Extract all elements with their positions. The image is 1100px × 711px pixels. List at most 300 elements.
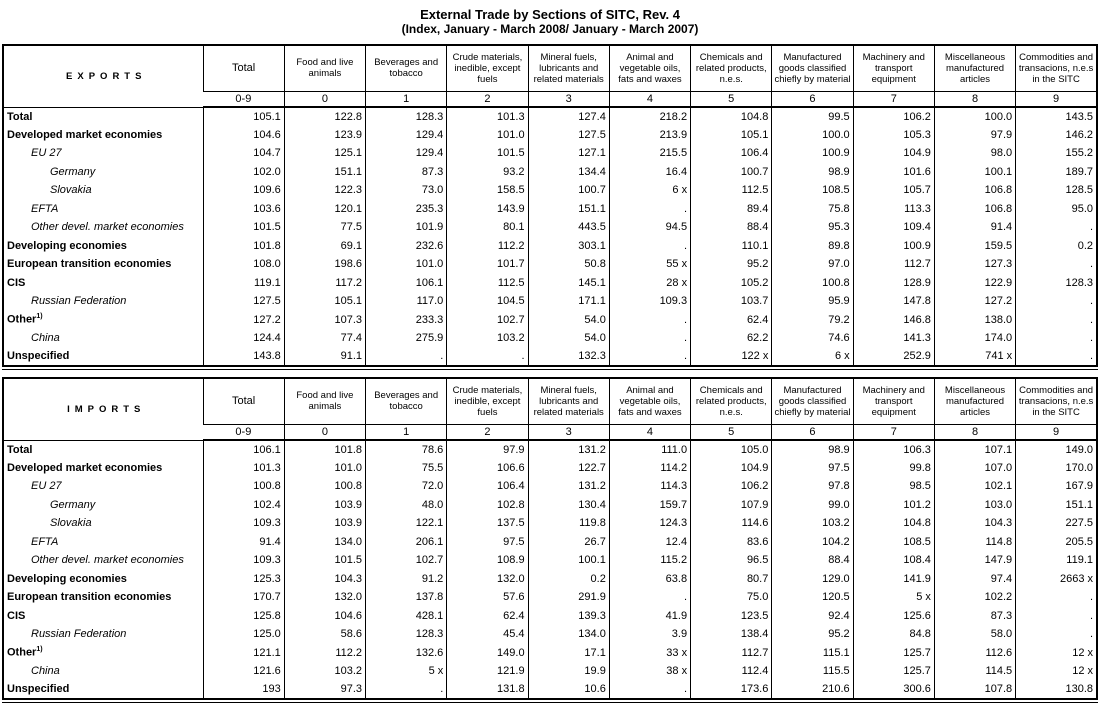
value-cell: 0.2 [1016, 237, 1097, 256]
value-cell: 205.5 [1016, 533, 1097, 552]
exports-table-wrap [2, 44, 1098, 370]
row-label: Russian Federation [31, 295, 127, 308]
value-cell: 210.6 [772, 681, 853, 700]
value-cell: 107.8 [934, 681, 1015, 700]
value-cell: 91.4 [934, 218, 1015, 237]
value-cell: 112.7 [691, 644, 772, 663]
imports-row [3, 533, 1097, 552]
value-cell: 102.1 [934, 477, 1015, 496]
value-cell: 102.7 [366, 551, 447, 570]
value-cell: 104.3 [284, 570, 365, 589]
value-cell: 173.6 [691, 681, 772, 700]
value-cell: 33 x [609, 644, 690, 663]
value-cell: 5 x [853, 588, 934, 607]
value-cell: 96.5 [691, 551, 772, 570]
value-cell: 112.2 [284, 644, 365, 663]
column-code-0: 0 [284, 91, 365, 107]
imports-header-names [3, 378, 1097, 424]
value-cell: 2663 x [1016, 570, 1097, 589]
footnote-marker: 1) [36, 313, 43, 321]
value-cell: . [366, 681, 447, 700]
value-cell: 74.6 [772, 329, 853, 348]
column-header-section-8: Miscellaneous manufactured articles [934, 45, 1015, 91]
value-cell: 119.8 [528, 514, 609, 533]
value-cell: 50.8 [528, 255, 609, 274]
value-cell: 138.4 [691, 625, 772, 644]
column-header-section-5: Chemicals and related products, n.e.s. [691, 45, 772, 91]
exports-row [3, 163, 1097, 182]
value-cell: 99.5 [772, 107, 853, 126]
value-cell: 158.5 [447, 181, 528, 200]
column-code-0: 0 [284, 424, 365, 440]
column-code-8: 8 [934, 424, 1015, 440]
value-cell: 97.5 [772, 459, 853, 478]
imports-row [3, 625, 1097, 644]
value-cell: 105.1 [284, 292, 365, 311]
exports-row [3, 218, 1097, 237]
value-cell: 141.3 [853, 329, 934, 348]
value-cell: 127.5 [203, 292, 284, 311]
value-cell: 75.8 [772, 200, 853, 219]
value-cell: 105.1 [203, 107, 284, 126]
value-cell: 88.4 [772, 551, 853, 570]
value-cell: 193 [203, 681, 284, 700]
imports-row [3, 570, 1097, 589]
value-cell: 151.1 [1016, 496, 1097, 515]
value-cell: . [609, 348, 690, 367]
value-cell: 101.9 [366, 218, 447, 237]
column-header-section-6: Manufactured goods classified chiefly by material [772, 45, 853, 91]
row-label: European transition economies [7, 591, 172, 604]
value-cell: 130.8 [1016, 681, 1097, 700]
value-cell: 106.3 [853, 440, 934, 459]
row-label: Developing economies [7, 572, 127, 585]
row-label: European transition economies [7, 258, 172, 271]
value-cell: 12 x [1016, 662, 1097, 681]
value-cell: 93.2 [447, 163, 528, 182]
column-code-2: 2 [447, 91, 528, 107]
column-header-total: Total [203, 378, 284, 424]
value-cell: 75.5 [366, 459, 447, 478]
value-cell: 122.8 [284, 107, 365, 126]
value-cell: 100.8 [772, 274, 853, 293]
exports-row [3, 107, 1097, 126]
row-label: Other devel. market economies [31, 221, 184, 234]
value-cell: 127.2 [203, 311, 284, 330]
value-cell: 89.4 [691, 200, 772, 219]
value-cell: 106.6 [447, 459, 528, 478]
value-cell: 58.0 [934, 625, 1015, 644]
value-cell: 147.9 [934, 551, 1015, 570]
value-cell: 105.1 [691, 126, 772, 145]
value-cell: 128.5 [1016, 181, 1097, 200]
column-code-3: 3 [528, 424, 609, 440]
value-cell: . [1016, 292, 1097, 311]
value-cell: 75.0 [691, 588, 772, 607]
column-code-1: 1 [366, 424, 447, 440]
value-cell: 112.6 [934, 644, 1015, 663]
value-cell: 26.7 [528, 533, 609, 552]
value-cell: 62.2 [691, 329, 772, 348]
exports-row [3, 348, 1097, 367]
value-cell: 100.9 [772, 144, 853, 163]
column-code-total: 0-9 [203, 91, 284, 107]
value-cell: 87.3 [366, 163, 447, 182]
value-cell: 101.0 [447, 126, 528, 145]
value-cell: 17.1 [528, 644, 609, 663]
exports-row [3, 274, 1097, 293]
row-label: Developing economies [7, 239, 127, 252]
row-label: Total [7, 443, 33, 456]
value-cell: 109.3 [609, 292, 690, 311]
value-cell: 741 x [934, 348, 1015, 367]
value-cell: 3.9 [609, 625, 690, 644]
value-cell: 143.9 [447, 200, 528, 219]
column-code-2: 2 [447, 424, 528, 440]
value-cell: 95.2 [691, 255, 772, 274]
value-cell: 108.4 [853, 551, 934, 570]
value-cell: 129.4 [366, 126, 447, 145]
value-cell: 0.2 [528, 570, 609, 589]
row-label: Russian Federation [31, 628, 127, 641]
value-cell: 103.9 [284, 496, 365, 515]
value-cell: 303.1 [528, 237, 609, 256]
column-code-7: 7 [853, 424, 934, 440]
value-cell: 100.9 [853, 237, 934, 256]
value-cell: 107.1 [934, 440, 1015, 459]
value-cell: 114.2 [609, 459, 690, 478]
value-cell: 91.4 [203, 533, 284, 552]
value-cell: . [609, 200, 690, 219]
value-cell: 19.9 [528, 662, 609, 681]
value-cell: 132.0 [447, 570, 528, 589]
value-cell: 114.5 [934, 662, 1015, 681]
value-cell: 125.0 [203, 625, 284, 644]
value-cell: 149.0 [1016, 440, 1097, 459]
value-cell: 291.9 [528, 588, 609, 607]
value-cell: 227.5 [1016, 514, 1097, 533]
value-cell: 174.0 [934, 329, 1015, 348]
value-cell: 145.1 [528, 274, 609, 293]
value-cell: . [609, 237, 690, 256]
value-cell: 138.0 [934, 311, 1015, 330]
value-cell: 62.4 [447, 607, 528, 626]
value-cell: 171.1 [528, 292, 609, 311]
column-header-section-2: Crude materials, inedible, except fuels [447, 45, 528, 91]
value-cell: 100.8 [203, 477, 284, 496]
value-cell: 101.5 [284, 551, 365, 570]
value-cell: 151.1 [284, 163, 365, 182]
value-cell: 428.1 [366, 607, 447, 626]
value-cell: 127.3 [934, 255, 1015, 274]
value-cell: 10.6 [528, 681, 609, 700]
value-cell: . [1016, 218, 1097, 237]
value-cell: 151.1 [528, 200, 609, 219]
value-cell: 102.0 [203, 163, 284, 182]
column-header-section-4: Animal and vegetable oils, fats and waxes [609, 45, 690, 91]
value-cell: 127.2 [934, 292, 1015, 311]
value-cell: 119.1 [1016, 551, 1097, 570]
column-header-section-3: Mineral fuels, lubricants and related materials [528, 45, 609, 91]
imports-row [3, 477, 1097, 496]
value-cell: 97.9 [934, 126, 1015, 145]
value-cell: 109.4 [853, 218, 934, 237]
row-label: Developed market economies [7, 461, 163, 474]
value-cell: 63.8 [609, 570, 690, 589]
value-cell: 206.1 [366, 533, 447, 552]
exports-row [3, 237, 1097, 256]
value-cell: . [609, 329, 690, 348]
value-cell: 6 x [772, 348, 853, 367]
value-cell: 91.1 [284, 348, 365, 367]
value-cell: 95.0 [1016, 200, 1097, 219]
value-cell: 102.7 [447, 311, 528, 330]
value-cell: 98.0 [934, 144, 1015, 163]
value-cell: 109.3 [203, 551, 284, 570]
value-cell: 127.1 [528, 144, 609, 163]
value-cell: 117.0 [366, 292, 447, 311]
exports-row [3, 292, 1097, 311]
value-cell: 146.2 [1016, 126, 1097, 145]
column-header-section-9: Commodities and transacions, n.e.s in the SITC [1016, 45, 1097, 91]
value-cell: . [1016, 311, 1097, 330]
value-cell: 54.0 [528, 311, 609, 330]
value-cell: 101.7 [447, 255, 528, 274]
imports-table [2, 377, 1098, 700]
imports-row [3, 459, 1097, 478]
value-cell: 127.5 [528, 126, 609, 145]
value-cell: 102.2 [934, 588, 1015, 607]
value-cell: 235.3 [366, 200, 447, 219]
value-cell: 122.9 [934, 274, 1015, 293]
value-cell: 107.9 [691, 496, 772, 515]
value-cell: 88.4 [691, 218, 772, 237]
value-cell: 100.1 [528, 551, 609, 570]
value-cell: 155.2 [1016, 144, 1097, 163]
value-cell: 167.9 [1016, 477, 1097, 496]
value-cell: 108.0 [203, 255, 284, 274]
value-cell: 300.6 [853, 681, 934, 700]
column-code-total: 0-9 [203, 424, 284, 440]
value-cell: 134.4 [528, 163, 609, 182]
value-cell: 83.6 [691, 533, 772, 552]
value-cell: 110.1 [691, 237, 772, 256]
value-cell: 102.4 [203, 496, 284, 515]
value-cell: 128.3 [1016, 274, 1097, 293]
value-cell: 159.7 [609, 496, 690, 515]
column-code-6: 6 [772, 91, 853, 107]
column-header-total: Total [203, 45, 284, 91]
value-cell: 77.5 [284, 218, 365, 237]
value-cell: 105.7 [853, 181, 934, 200]
value-cell: 139.3 [528, 607, 609, 626]
imports-row [3, 551, 1097, 570]
value-cell: 122.3 [284, 181, 365, 200]
value-cell: 87.3 [934, 607, 1015, 626]
value-cell: 121.9 [447, 662, 528, 681]
value-cell: 12 x [1016, 644, 1097, 663]
value-cell: 147.8 [853, 292, 934, 311]
value-cell: 91.2 [366, 570, 447, 589]
column-header-section-6: Manufactured goods classified chiefly by material [772, 378, 853, 424]
value-cell: 104.7 [203, 144, 284, 163]
value-cell: 101.0 [284, 459, 365, 478]
value-cell: 114.8 [934, 533, 1015, 552]
value-cell: 109.6 [203, 181, 284, 200]
value-cell: . [1016, 588, 1097, 607]
value-cell: 125.7 [853, 662, 934, 681]
value-cell: 115.2 [609, 551, 690, 570]
value-cell: 78.6 [366, 440, 447, 459]
value-cell: 104.8 [691, 107, 772, 126]
row-label: China [31, 665, 60, 678]
value-cell: 125.8 [203, 607, 284, 626]
value-cell: 101.8 [284, 440, 365, 459]
value-cell: 104.6 [284, 607, 365, 626]
value-cell: 143.5 [1016, 107, 1097, 126]
value-cell: 101.5 [447, 144, 528, 163]
value-cell: 120.5 [772, 588, 853, 607]
value-cell: 94.5 [609, 218, 690, 237]
value-cell: 252.9 [853, 348, 934, 367]
value-cell: 73.0 [366, 181, 447, 200]
value-cell: 108.9 [447, 551, 528, 570]
value-cell: 119.1 [203, 274, 284, 293]
value-cell: 92.4 [772, 607, 853, 626]
value-cell: 131.2 [528, 477, 609, 496]
row-label: CIS [7, 276, 26, 289]
column-header-section-2: Crude materials, inedible, except fuels [447, 378, 528, 424]
row-label: EFTA [31, 535, 59, 548]
row-label: EFTA [31, 202, 59, 215]
column-header-section-7: Machinery and transport equipment [853, 378, 934, 424]
value-cell: 97.4 [934, 570, 1015, 589]
imports-row [3, 607, 1097, 626]
value-cell: 69.1 [284, 237, 365, 256]
value-cell: 80.1 [447, 218, 528, 237]
value-cell: 106.8 [934, 200, 1015, 219]
exports-row [3, 144, 1097, 163]
value-cell: 132.0 [284, 588, 365, 607]
value-cell: 62.4 [691, 311, 772, 330]
value-cell: 54.0 [528, 329, 609, 348]
column-code-6: 6 [772, 424, 853, 440]
value-cell: 125.3 [203, 570, 284, 589]
value-cell: . [609, 588, 690, 607]
value-cell: 100.7 [691, 163, 772, 182]
column-code-9: 9 [1016, 91, 1097, 107]
value-cell: 218.2 [609, 107, 690, 126]
column-header-section-0: Food and live animals [284, 45, 365, 91]
value-cell: 128.9 [853, 274, 934, 293]
value-cell: 57.6 [447, 588, 528, 607]
value-cell: 89.8 [772, 237, 853, 256]
value-cell: 121.6 [203, 662, 284, 681]
value-cell: 99.8 [853, 459, 934, 478]
exports-table-title: EXPORTS [3, 45, 203, 107]
value-cell: 101.8 [203, 237, 284, 256]
column-header-section-9: Commodities and transacions, n.e.s in the SITC [1016, 378, 1097, 424]
value-cell: 104.6 [203, 126, 284, 145]
value-cell: 98.5 [853, 477, 934, 496]
value-cell: 131.8 [447, 681, 528, 700]
value-cell: 105.2 [691, 274, 772, 293]
value-cell: 97.0 [772, 255, 853, 274]
value-cell: 106.8 [934, 181, 1015, 200]
value-cell: 189.7 [1016, 163, 1097, 182]
value-cell: 101.0 [366, 255, 447, 274]
value-cell: 80.7 [691, 570, 772, 589]
imports-row [3, 514, 1097, 533]
column-header-section-3: Mineral fuels, lubricants and related materials [528, 378, 609, 424]
value-cell: 101.2 [853, 496, 934, 515]
value-cell: 100.1 [934, 163, 1015, 182]
imports-row [3, 588, 1097, 607]
value-cell: 170.7 [203, 588, 284, 607]
value-cell: 103.6 [203, 200, 284, 219]
column-code-1: 1 [366, 91, 447, 107]
value-cell: 106.1 [366, 274, 447, 293]
page-subtitle: (Index, January - March 2008/ January - March 2007) [401, 22, 699, 36]
value-cell: 159.5 [934, 237, 1015, 256]
row-label: CIS [7, 609, 26, 622]
value-cell: 48.0 [366, 496, 447, 515]
value-cell: 77.4 [284, 329, 365, 348]
value-cell: 100.7 [528, 181, 609, 200]
value-cell: . [609, 681, 690, 700]
value-cell: . [1016, 625, 1097, 644]
value-cell: 97.5 [447, 533, 528, 552]
column-header-section-5: Chemicals and related products, n.e.s. [691, 378, 772, 424]
value-cell: 55 x [609, 255, 690, 274]
value-cell: 104.9 [853, 144, 934, 163]
value-cell: 117.2 [284, 274, 365, 293]
row-label: Slovakia [50, 517, 92, 530]
value-cell: 97.8 [772, 477, 853, 496]
value-cell: 120.1 [284, 200, 365, 219]
imports-table-wrap [2, 377, 1098, 703]
value-cell: 213.9 [609, 126, 690, 145]
value-cell: 5 x [366, 662, 447, 681]
value-cell: 131.2 [528, 440, 609, 459]
value-cell: 149.0 [447, 644, 528, 663]
value-cell: 125.1 [284, 144, 365, 163]
value-cell: 104.9 [691, 459, 772, 478]
column-header-section-8: Miscellaneous manufactured articles [934, 378, 1015, 424]
value-cell: 97.3 [284, 681, 365, 700]
row-label: Slovakia [50, 184, 92, 197]
row-label: Germany [50, 165, 96, 178]
value-cell: 123.5 [691, 607, 772, 626]
value-cell: 128.3 [366, 625, 447, 644]
row-label: Developed market economies [7, 128, 163, 141]
column-code-9: 9 [1016, 424, 1097, 440]
exports-row [3, 311, 1097, 330]
row-label: Other devel. market economies [31, 554, 184, 567]
value-cell: 16.4 [609, 163, 690, 182]
exports-row [3, 126, 1097, 145]
row-label: EU 27 [31, 480, 62, 493]
value-cell: 103.2 [284, 662, 365, 681]
exports-table [2, 44, 1098, 367]
value-cell: . [1016, 329, 1097, 348]
value-cell: 198.6 [284, 255, 365, 274]
column-header-section-1: Beverages and tobacco [366, 378, 447, 424]
row-label: Unspecified [7, 683, 70, 696]
row-label: Unspecified [7, 350, 70, 363]
imports-row [3, 681, 1097, 700]
value-cell: 105.0 [691, 440, 772, 459]
